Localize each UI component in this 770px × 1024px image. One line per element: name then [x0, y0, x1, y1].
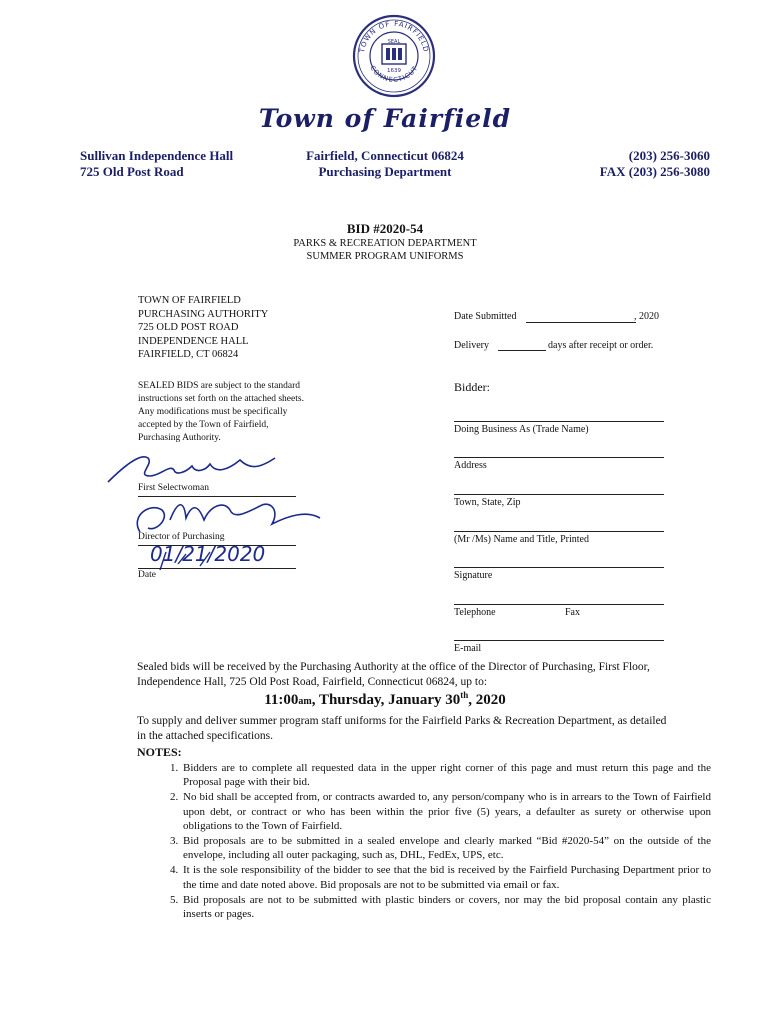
note-line: Purchasing Authority.	[138, 433, 221, 443]
header-department: Purchasing Department	[318, 164, 452, 179]
email-field[interactable]	[454, 640, 664, 641]
due-ampm: am	[298, 696, 312, 707]
town-state-zip-field[interactable]	[454, 494, 664, 495]
header-city: Fairfield, Connecticut 06824	[306, 148, 464, 163]
signature-label: Signature	[454, 570, 493, 581]
address-label: Address	[454, 460, 487, 471]
header-phone: (203) 256-3060	[628, 148, 710, 163]
bid-subtitle	[0, 237, 770, 263]
notes-list	[137, 761, 711, 922]
delivery-label: Delivery	[454, 340, 489, 351]
town-title: Town of Fairfield	[258, 104, 512, 133]
fax-label: Fax	[565, 607, 580, 618]
date-submitted-field[interactable]	[526, 322, 636, 323]
dba-label: Doing Business As (Trade Name)	[454, 424, 589, 435]
note-line: SEALED BIDS are subject to the standard	[138, 381, 300, 391]
date-submitted-year: , 2020	[634, 311, 659, 322]
seal-ring-bottom: CONNECTICUT	[368, 64, 420, 84]
header-street: 725 Old Post Road	[80, 164, 184, 179]
sealed-bids-note	[138, 380, 338, 445]
note-item: 1. Bidders are to complete all requested data in the upper right corner of this page and must return this page and the Proposal page with their bid.	[181, 761, 711, 789]
notes-title: NOTES:	[137, 745, 182, 759]
name-title-field[interactable]	[454, 531, 664, 532]
bid-program: SUMMER PROGRAM UNIFORMS	[306, 251, 464, 262]
name-title-label: (Mr /Ms) Name and Title, Printed	[454, 534, 589, 545]
due-year: , 2020	[468, 692, 506, 708]
note-line: Any modifications must be specifically	[138, 407, 288, 417]
dba-field[interactable]	[454, 421, 664, 422]
seal-ring-top: TOWN OF FAIRFIELD	[358, 19, 430, 54]
note-item: 2. No bid shall be accepted from, or contracts awarded to, any person/company who is in arrears to the Town of Fairfield upon debt, or contract or who has been within the prior five (5) years, a defaulter as surety or otherwise upon obligations to the Town of Fairfield.	[181, 790, 711, 833]
due-time: 11:00	[264, 692, 299, 708]
delivery-days-field[interactable]	[498, 350, 546, 351]
date-label: Date	[138, 570, 156, 580]
purpose-paragraph: To supply and deliver summer program staff uniforms for the Fairfield Parks & Recreation Department, as detailed in the attached specifications.	[137, 715, 667, 742]
signature-field[interactable]	[454, 567, 664, 568]
authority-line: 725 OLD POST ROAD	[138, 322, 239, 333]
authority-line: FAIRFIELD, CT 06824	[138, 349, 239, 360]
date-line	[138, 568, 296, 569]
note-item: 5. Bid proposals are not to be submitted with plastic binders or covers, nor may the bid proposal contain any plastic inserts or pages.	[181, 893, 711, 921]
authority-line: TOWN OF FAIRFIELD	[138, 295, 241, 306]
due-date	[0, 690, 770, 709]
telephone-fax-field[interactable]	[454, 604, 664, 605]
email-label: E-mail	[454, 643, 482, 654]
town-seal-logo	[352, 14, 436, 98]
header-building: Sullivan Independence Hall	[80, 148, 234, 163]
bid-department: PARKS & RECREATION DEPARTMENT	[293, 238, 477, 249]
purchasing-authority-address	[138, 294, 268, 362]
bidder-label: Bidder:	[454, 380, 490, 394]
intro-paragraph: Sealed bids will be received by the Purchasing Authority at the office of the Director of Purchasing, First Floor, Independence Hall, 725 Old Post Road, Fairfield, Connecticut 06824, up to:	[137, 661, 650, 688]
date-submitted-label: Date Submitted	[454, 311, 517, 322]
header-fax: FAX (203) 256-3080	[599, 164, 710, 179]
address-field[interactable]	[454, 457, 664, 458]
seal-center-text: SEAL	[387, 39, 401, 45]
due-day: , Thursday, January 30	[311, 692, 461, 708]
first-selectwoman-label: First Selectwoman	[138, 483, 209, 493]
header-right	[600, 148, 710, 180]
note-line: accepted by the Town of Fairfield,	[138, 420, 269, 430]
first-selectwoman-line	[138, 496, 296, 497]
note-item: 4. It is the sole responsibility of the bidder to see that the bid is received by the Fairfield Purchasing Department prior to the time and date noted above. Bid proposals are not to be submitted via email or fax.	[181, 863, 711, 891]
note-line: instructions set forth on the attached sheets.	[138, 394, 304, 404]
signed-date: 01/21/2020	[150, 542, 266, 566]
director-label: Director of Purchasing	[138, 532, 225, 542]
authority-line: PURCHASING AUTHORITY	[138, 308, 269, 320]
bid-number: BID #2020-54	[346, 221, 424, 236]
town-state-zip-label: Town, State, Zip	[454, 497, 521, 508]
seal-year: 1639	[387, 68, 401, 74]
telephone-label: Telephone	[454, 607, 496, 618]
authority-line: INDEPENDENCE HALL	[138, 335, 249, 347]
delivery-suffix: days after receipt or order.	[548, 340, 654, 351]
note-item: 3. Bid proposals are to be submitted in a sealed envelope and clearly marked “Bid #2020-54” on the outside of the envelope, including all outer packaging, such as, DHL, FedEx, UPS, etc.	[181, 834, 711, 862]
due-ordinal: th	[460, 690, 469, 700]
